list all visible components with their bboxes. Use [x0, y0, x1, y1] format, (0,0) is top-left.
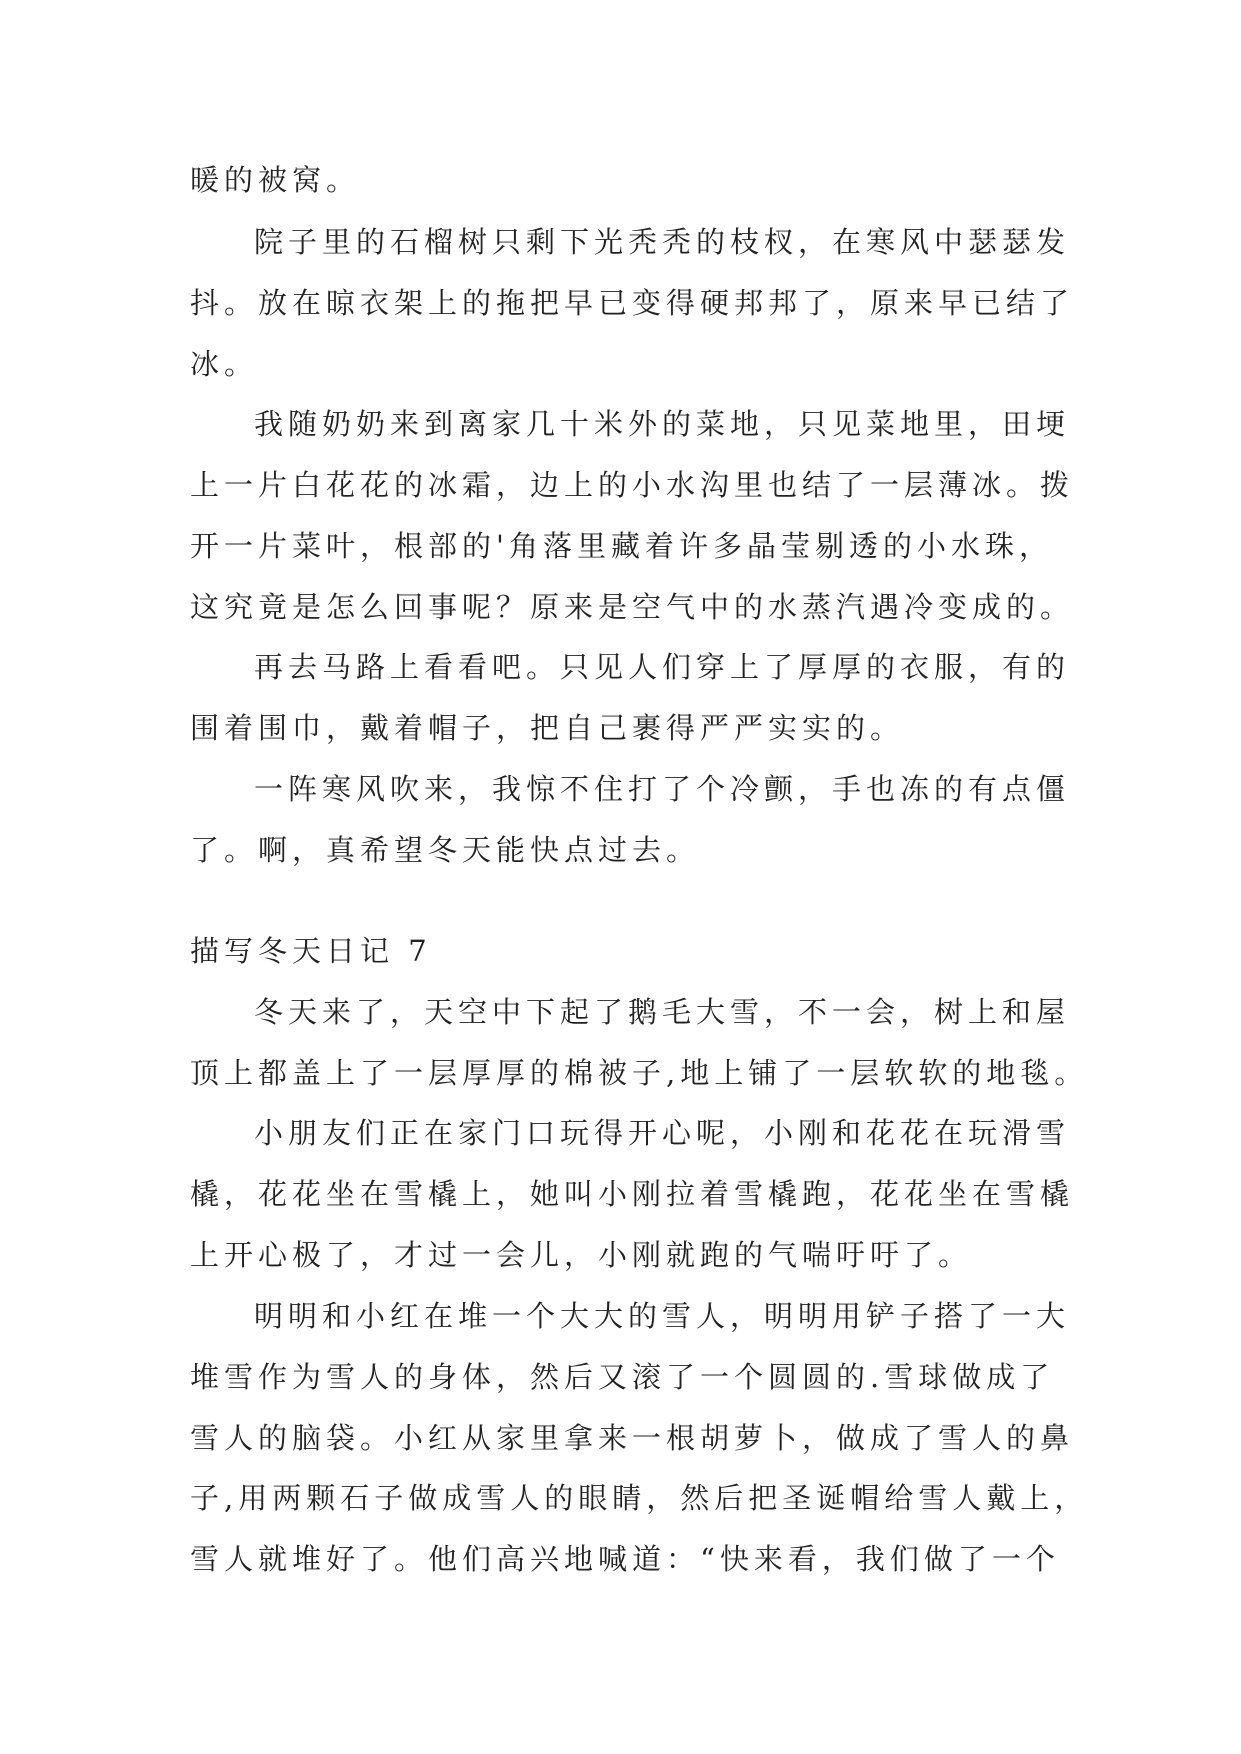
text-line: 子,用两颗石子做成雪人的眼睛，然后把圣诞帽给雪人戴上，: [190, 1481, 1089, 1515]
text-line: 明明和小红在堆一个大大的雪人，明明用铲子搭了一大: [254, 1299, 1071, 1333]
text-line: 抖。放在晾衣架上的拖把早已变得硬邦邦了，原来早已结了: [190, 286, 1075, 320]
text-line: 一阵寒风吹来，我惊不住打了个冷颤，手也冻的有点僵: [254, 772, 1071, 806]
text-line: 小朋友们正在家门口玩得开心呢，小刚和花花在玩滑雪: [254, 1116, 1071, 1150]
text-line: 顶上都盖上了一层厚厚的棉被子,地上铺了一层软软的地毯。: [190, 1056, 1089, 1090]
text-line: 围着围巾，戴着帽子，把自己裹得严严实实的。: [190, 711, 905, 745]
text-line: 再去马路上看看吧。只见人们穿上了厚厚的衣服，有的: [254, 650, 1071, 684]
text-line: 冰。: [190, 347, 259, 381]
text-line: 院子里的石榴树只剩下光秃秃的枝杈，在寒风中瑟瑟发: [254, 225, 1071, 259]
text-line: 开一片菜叶，根部的'角落里藏着许多晶莹剔透的小水珠，: [190, 529, 1053, 563]
text-line: 雪人就堆好了。他们高兴地喊道：“快来看，我们做了一个: [190, 1542, 1060, 1576]
text-line: 橇，花花坐在雪橇上，她叫小刚拉着雪橇跑，花花坐在雪橇: [190, 1177, 1075, 1211]
text-line: 堆雪作为雪人的身体，然后又滚了一个圆圆的.雪球做成了: [190, 1360, 1055, 1394]
text-line: 冬天来了，天空中下起了鹅毛大雪，不一会，树上和屋: [254, 995, 1071, 1029]
text-line: 这究竟是怎么回事呢？原来是空气中的水蒸汽遇冷变成的。: [190, 590, 1075, 624]
text-line: 了。啊，真希望冬天能快点过去。: [190, 833, 701, 867]
text-line: 雪人的脑袋。小红从家里拿来一根胡萝卜，做成了雪人的鼻: [190, 1421, 1075, 1455]
text-line: 上开心极了，才过一会儿，小刚就跑的气喘吁吁了。: [190, 1238, 973, 1272]
section-heading: 描写冬天日记 7: [190, 934, 432, 968]
text-line: 上一片白花花的冰霜，边上的小水沟里也结了一层薄冰。拨: [190, 468, 1075, 502]
text-line: 暖的被窝。: [190, 163, 361, 197]
text-line: 我随奶奶来到离家几十米外的菜地，只见菜地里，田埂: [254, 407, 1071, 441]
